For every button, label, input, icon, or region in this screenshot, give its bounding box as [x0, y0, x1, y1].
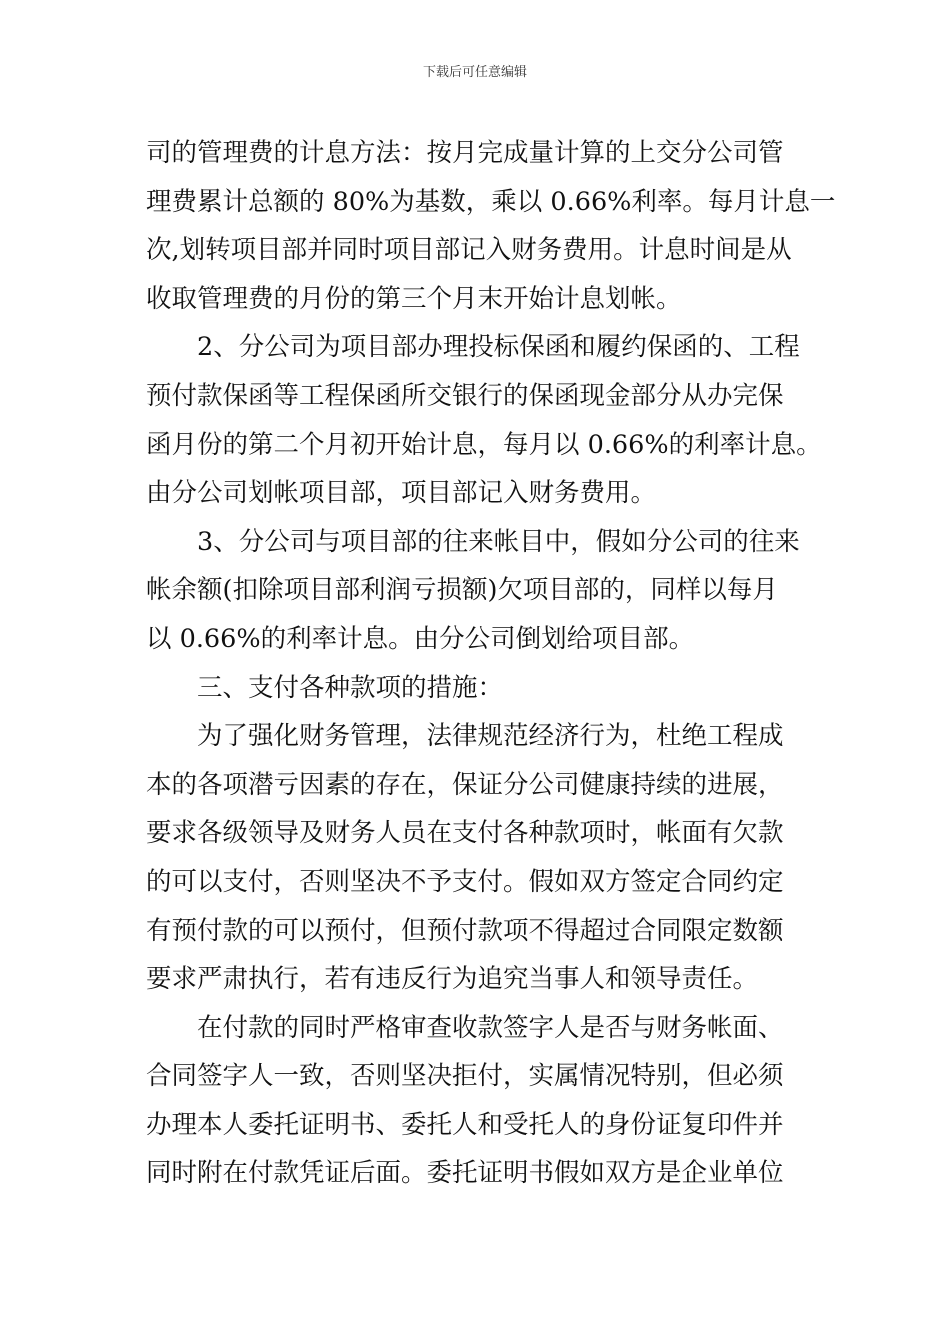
text-line: 帐余额(扣除项目部利润亏损额)欠项目部的，同样以每月: [146, 575, 778, 606]
text-line: 有预付款的可以预付，但预付款项不得超过合同限定数额: [146, 915, 784, 946]
text-line: 要求严肃执行，若有违反行为追究当事人和领导责任。: [146, 964, 759, 995]
section-heading: 三、支付各种款项的措施：: [197, 672, 504, 703]
paragraph-start-line: 2、分公司为项目部办理投标保函和履约保函的、工程: [197, 332, 800, 363]
text-line: 同时附在付款凭证后面。委托证明书假如双方是企业单位: [146, 1158, 784, 1189]
text-line: 司的管理费的计息方法：按月完成量计算的上交分公司管: [146, 138, 784, 168]
text-line: 由分公司划帐项目部，项目部记入财务费用。: [146, 478, 657, 509]
text-line: 理费累计总额的 80%为基数，乘以 0.66%利率。每月计息一: [146, 186, 836, 217]
text-line: 预付款保函等工程保函所交银行的保函现金部分从办完保: [146, 380, 784, 411]
text-line: 函月份的第二个月初开始计息，每月以 0.66%的利率计息。: [146, 429, 822, 460]
text-line: 合同签字人一致，否则坚决拒付，实属情况特别，但必须: [146, 1061, 784, 1092]
text-line: 的可以支付，否则坚决不予支付。假如双方签定合同约定: [146, 866, 784, 897]
document-body: [146, 129, 836, 1198]
text-line: 办理本人委托证明书、委托人和受托人的身份证复印件并: [146, 1109, 784, 1140]
text-line: 次,划转项目部并同时项目部记入财务费用。计息时间是从: [146, 235, 792, 266]
paragraph-start-line: 在付款的同时严格审查收款签字人是否与财务帐面、: [197, 1012, 784, 1043]
text-line: 以 0.66%的利率计息。由分公司倒划给项目部。: [146, 623, 695, 654]
page-header-note: 下载后可任意编辑: [422, 65, 527, 80]
text-line: 本的各项潜亏因素的存在，保证分公司健康持续的进展，: [146, 769, 784, 800]
paragraph-start-line: 为了强化财务管理，法律规范经济行为，杜绝工程成: [197, 721, 784, 752]
text-line: 要求各级领导及财务人员在支付各种款项时，帐面有欠款: [146, 818, 784, 849]
text-line: 收取管理费的月份的第三个月末开始计息划帐。: [146, 283, 682, 314]
paragraph-start-line: 3、分公司与项目部的往来帐目中，假如分公司的往来: [197, 526, 800, 557]
